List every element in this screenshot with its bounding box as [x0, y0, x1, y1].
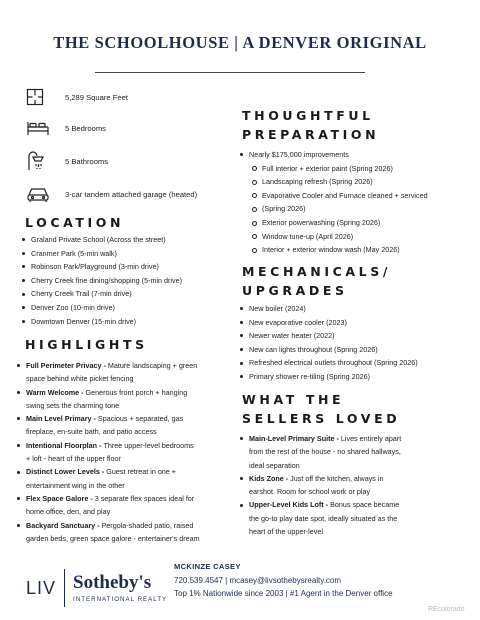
item-title: Full Perimeter Privacy -	[26, 361, 108, 370]
list-item: Graland Private School (Across the street)	[20, 233, 230, 247]
agent-info	[174, 562, 393, 598]
feature-text: 5,289 Square Feet	[65, 92, 128, 102]
item-text: the go-to play date spot, ideally situated as the	[249, 513, 398, 523]
brand-name: Sotheby's	[73, 572, 152, 593]
item-title: Main-Level Primary Suite -	[249, 434, 341, 443]
list-item	[15, 412, 237, 439]
item-text: Bonus space became	[330, 500, 400, 510]
agent-tagline: Top 1% Nationwide since 2003 | #1 Agent in the Denver office	[174, 589, 393, 598]
agent-name: MCKINZE CASEY	[174, 562, 241, 571]
mechanicals-list	[238, 302, 470, 384]
item-text: fireplace, en-suite bath, and patio access	[26, 427, 157, 437]
list-subitem: Window tune-up (April 2026)	[238, 230, 470, 244]
list-item: New evaporative cooler (2023)	[238, 316, 470, 330]
list-item	[15, 519, 237, 546]
heading-line: UPGRADES	[242, 283, 348, 298]
shower-icon	[26, 150, 60, 172]
item-text: + loft - heart of the upper floor	[26, 454, 121, 464]
list-item	[15, 359, 237, 386]
heading-line: WHAT THE	[242, 392, 345, 407]
item-text: Pergola-shaded patio, raised	[101, 520, 194, 530]
list-item: Denver Zoo (10-min drive)	[20, 301, 230, 315]
item-text: Just off the kitchen, always in	[290, 473, 384, 483]
list-item: Robinson Park/Playground (3-min drive)	[20, 260, 230, 274]
feature-text: 5 Bedrooms	[65, 123, 106, 133]
preparation-list	[238, 148, 470, 257]
item-title: Upper-Level Kids Loft -	[249, 500, 331, 510]
page-title: THE SCHOOLHOUSE | A DENVER ORIGINAL	[53, 33, 427, 52]
item-title: Distinct Lower Levels -	[26, 467, 107, 477]
list-subitem: Exterior powerwashing (Spring 2026)	[238, 216, 470, 230]
preparation-heading	[242, 106, 379, 144]
list-item	[238, 432, 470, 472]
list-item: Nearly $175,000 improvements	[238, 148, 470, 162]
list-item	[15, 492, 237, 519]
feature-text: 3-car tandem attached garage (heated)	[65, 189, 198, 199]
list-subitem: Landscaping refresh (Spring 2026)	[238, 175, 470, 189]
item-text: space behind white picket fencing	[26, 374, 134, 384]
item-text: entertainment wing in the other	[26, 480, 125, 490]
heading-line: SELLERS LOVED	[242, 411, 401, 426]
list-subitem: Evaporative Cooler and Furnace cleaned + serviced	[238, 189, 470, 203]
title-divider	[95, 72, 365, 73]
item-text: earshot. Room for school work or play	[249, 487, 371, 497]
highlights-heading: HIGHLIGHTS	[25, 337, 148, 352]
brand-subtitle: INTERNATIONAL REALTY	[73, 596, 168, 603]
item-text: heart of the upper-level	[249, 527, 323, 537]
watermark: REcolorado	[428, 606, 465, 613]
bed-icon	[26, 117, 60, 139]
list-item	[238, 498, 470, 538]
item-text: garden beds, green space galore - entertainer's dream	[26, 533, 200, 543]
heading-line: MECHANICALS/	[242, 264, 391, 279]
list-item: Cranmer Park (5-min walk)	[20, 247, 230, 261]
mechanicals-heading	[242, 262, 391, 300]
sellers-list	[238, 432, 470, 538]
item-title: Flex Space Galore -	[26, 493, 95, 503]
feature-text: 5 Bathrooms	[65, 156, 109, 166]
list-subitem-continued	[238, 202, 470, 216]
item-text: Mature landscaping + green	[107, 361, 198, 370]
feature-bedrooms	[26, 117, 106, 139]
list-item: Cherry Creek Trail (7-min drive)	[20, 287, 230, 301]
brokerage-logo	[26, 569, 167, 607]
item-text: Guest retreat in one +	[106, 467, 177, 477]
item-text: Spacious + separated, gas	[97, 414, 184, 424]
feature-bathrooms	[26, 150, 108, 172]
item-text: Lives entirely apart	[340, 434, 402, 443]
feature-garage	[26, 183, 197, 205]
logo-divider	[64, 569, 65, 607]
list-item: New boiler (2024)	[238, 302, 470, 316]
feature-sqft	[26, 86, 128, 108]
agent-contact: 720.539.4547 | mcasey@livsothebysrealty.com	[174, 576, 342, 585]
list-item: Refreshed electrical outlets throughout (Spring 2026)	[238, 356, 470, 370]
item-text: swing sets the charming tone	[26, 400, 120, 410]
sothebys-logo	[73, 573, 167, 603]
list-item: Newer water heater (2022)	[238, 329, 470, 343]
car-icon	[26, 183, 60, 205]
item-title: Backyard Sanctuary -	[26, 520, 102, 530]
list-subitem: Interior + exterior window wash (May 2026)	[238, 243, 470, 257]
item-title: Main Level Primary -	[26, 414, 98, 424]
item-title: Intentional Floorplan -	[26, 440, 104, 450]
heading-line: PREPARATION	[242, 127, 380, 142]
highlights-list	[15, 359, 237, 545]
location-heading: LOCATION	[25, 215, 125, 230]
item-text: Generous front porch + hanging	[85, 387, 188, 397]
list-item	[15, 439, 237, 466]
list-item: Downtown Denver (15-min drive)	[20, 315, 230, 329]
liv-logo-text: LIV	[26, 577, 57, 598]
list-item	[238, 472, 470, 499]
item-text: Three upper-level bedrooms	[103, 440, 194, 450]
sellers-heading	[242, 390, 400, 428]
list-item: Cherry Creek fine dining/shopping (5-min drive)	[20, 274, 230, 288]
list-item: Primary shower re-tiling (Spring 2026)	[238, 370, 470, 384]
item-text: 3 separate flex spaces ideal for	[94, 493, 195, 503]
item-text: ideal separation	[249, 460, 300, 470]
heading-line: THOUGHTFUL	[242, 108, 374, 123]
item-text: home office, den, and play	[26, 507, 111, 517]
list-subitem: Full interior + exterior paint (Spring 2026)	[238, 162, 470, 176]
list-item: New can lights throughout (Spring 2026)	[238, 343, 470, 357]
item-title: Warm Welcome -	[26, 387, 86, 397]
item-title: Kids Zone -	[249, 473, 291, 483]
list-item	[15, 465, 237, 492]
list-item	[15, 386, 237, 413]
floorplan-icon	[26, 86, 60, 108]
item-text: from the rest of the house - no shared hallways,	[249, 447, 401, 457]
location-list	[20, 233, 230, 328]
item-text: (Spring 2026)	[262, 204, 306, 214]
